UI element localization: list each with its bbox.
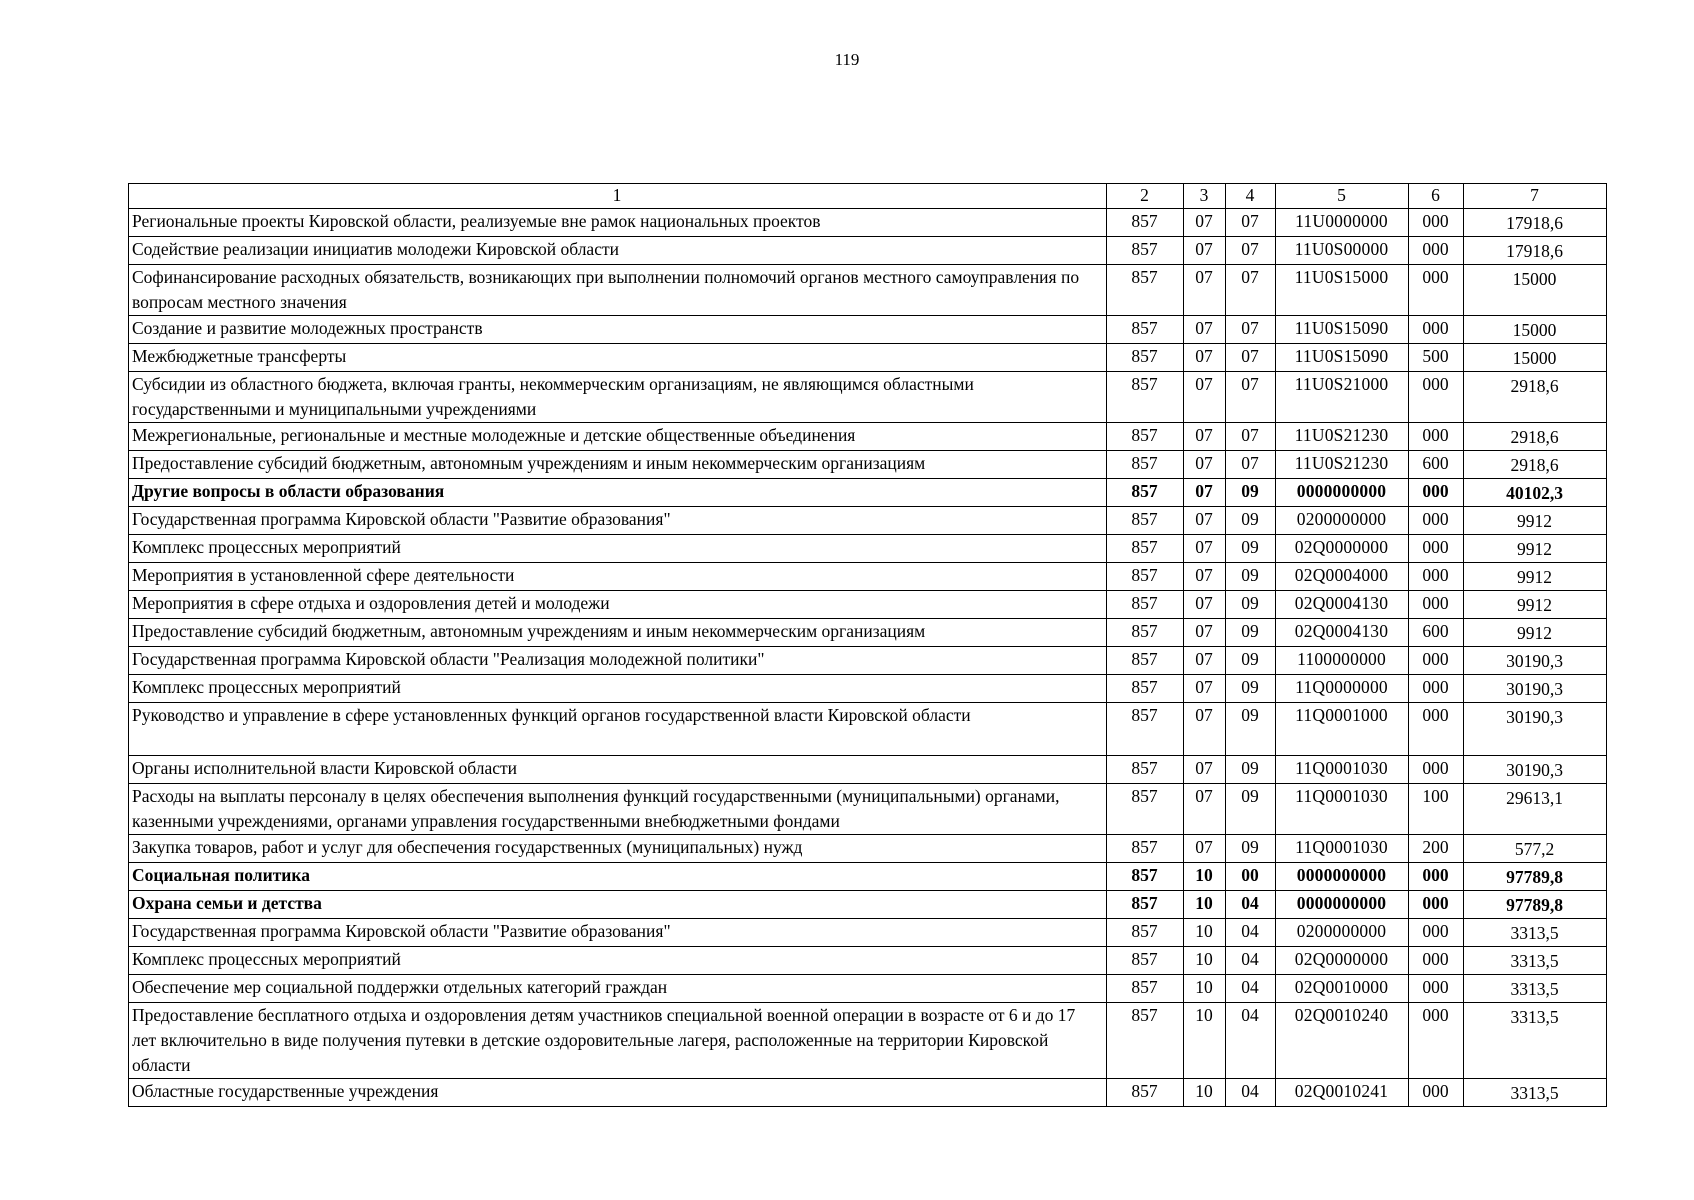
row-code-target: 11Q0001030 [1276,835,1409,863]
row-description: Содействие реализации инициатив молодежи Кировской области [129,237,1107,265]
table-row [129,451,1607,479]
row-code-section: 07 [1184,619,1226,647]
row-code-target: 11U0S15000 [1276,265,1409,316]
row-code-expense-type: 000 [1409,756,1464,784]
row-amount: 9912 [1464,507,1607,535]
row-code-admin: 857 [1107,784,1184,835]
row-code-target: 11Q0001030 [1276,756,1409,784]
row-code-subsection: 09 [1226,835,1276,863]
row-code-target: 11Q0001030 [1276,784,1409,835]
row-code-target: 0000000000 [1276,479,1409,507]
row-code-admin: 857 [1107,316,1184,344]
row-amount: 9912 [1464,563,1607,591]
row-code-admin: 857 [1107,344,1184,372]
row-amount: 30190,3 [1464,756,1607,784]
row-code-subsection: 07 [1226,265,1276,316]
row-code-subsection: 09 [1226,784,1276,835]
row-code-section: 07 [1184,591,1226,619]
row-code-section: 07 [1184,563,1226,591]
row-code-admin: 857 [1107,1079,1184,1107]
row-code-section: 07 [1184,703,1226,756]
row-code-section: 07 [1184,835,1226,863]
row-code-section: 10 [1184,1003,1226,1079]
row-code-expense-type: 000 [1409,647,1464,675]
row-amount: 3313,5 [1464,947,1607,975]
row-amount: 2918,6 [1464,423,1607,451]
row-code-expense-type: 000 [1409,535,1464,563]
table-row [129,1003,1607,1079]
table-row [129,1079,1607,1107]
row-description: Субсидии из областного бюджета, включая гранты, некоммерческим организациям, не являющимся областными государственными и муниципальными учреждениями [129,372,1107,423]
row-code-section: 07 [1184,265,1226,316]
table-row [129,209,1607,237]
row-code-target: 02Q0004000 [1276,563,1409,591]
header-cell-4: 4 [1226,184,1276,209]
table-header-row [129,184,1607,209]
row-code-section: 07 [1184,451,1226,479]
row-code-admin: 857 [1107,756,1184,784]
row-code-target: 11U0S15090 [1276,344,1409,372]
header-cell-5: 5 [1276,184,1409,209]
row-code-admin: 857 [1107,891,1184,919]
row-code-expense-type: 000 [1409,591,1464,619]
row-code-admin: 857 [1107,209,1184,237]
row-code-subsection: 09 [1226,619,1276,647]
table-row [129,316,1607,344]
row-description: Областные государственные учреждения [129,1079,1107,1107]
row-description: Социальная политика [129,863,1107,891]
row-code-target: 02Q0000000 [1276,947,1409,975]
row-amount: 15000 [1464,265,1607,316]
row-code-expense-type: 000 [1409,975,1464,1003]
row-code-expense-type: 000 [1409,675,1464,703]
table-row [129,756,1607,784]
row-description: Предоставление бесплатного отдыха и оздоровления детям участников специальной военной операции в возрасте от 6 и до 17 лет включительно в виде получения путевки в детские оздоровительные лагеря, расположенные на территории Кировской области [129,1003,1107,1079]
table-row [129,863,1607,891]
row-description: Обеспечение мер социальной поддержки отдельных категорий граждан [129,975,1107,1003]
row-code-section: 07 [1184,675,1226,703]
row-code-admin: 857 [1107,919,1184,947]
row-code-target: 11U0S21230 [1276,451,1409,479]
row-description: Межбюджетные трансферты [129,344,1107,372]
row-code-section: 10 [1184,975,1226,1003]
row-code-admin: 857 [1107,675,1184,703]
row-code-section: 07 [1184,535,1226,563]
row-code-subsection: 04 [1226,919,1276,947]
row-amount: 17918,6 [1464,209,1607,237]
row-code-expense-type: 000 [1409,947,1464,975]
row-description: Другие вопросы в области образования [129,479,1107,507]
row-code-subsection: 09 [1226,647,1276,675]
row-code-expense-type: 000 [1409,891,1464,919]
row-description: Органы исполнительной власти Кировской области [129,756,1107,784]
row-description: Государственная программа Кировской области "Реализация молодежной политики" [129,647,1107,675]
row-code-admin: 857 [1107,647,1184,675]
row-description: Предоставление субсидий бюджетным, автономным учреждениям и иным некоммерческим организациям [129,451,1107,479]
row-amount: 15000 [1464,344,1607,372]
row-description: Комплекс процессных мероприятий [129,675,1107,703]
row-code-admin: 857 [1107,265,1184,316]
row-code-subsection: 07 [1226,372,1276,423]
row-code-expense-type: 000 [1409,1003,1464,1079]
row-code-subsection: 09 [1226,479,1276,507]
row-description: Комплекс процессных мероприятий [129,535,1107,563]
table-row [129,784,1607,835]
row-code-subsection: 09 [1226,507,1276,535]
row-description: Расходы на выплаты персоналу в целях обеспечения выполнения функций государственными (муниципальными) органами, казенными учреждениями, органами управления государственными внебюджетными фондами [129,784,1107,835]
row-amount: 97789,8 [1464,891,1607,919]
row-code-admin: 857 [1107,423,1184,451]
row-code-expense-type: 000 [1409,423,1464,451]
row-code-expense-type: 000 [1409,863,1464,891]
row-code-subsection: 09 [1226,703,1276,756]
row-code-target: 0200000000 [1276,507,1409,535]
row-description: Государственная программа Кировской области "Развитие образования" [129,507,1107,535]
row-code-section: 10 [1184,947,1226,975]
table-row [129,591,1607,619]
table-row [129,891,1607,919]
row-code-target: 02Q0010000 [1276,975,1409,1003]
row-code-expense-type: 000 [1409,919,1464,947]
row-code-admin: 857 [1107,835,1184,863]
table-row [129,919,1607,947]
row-code-admin: 857 [1107,563,1184,591]
page-number: 119 [834,50,860,69]
row-code-subsection: 00 [1226,863,1276,891]
row-code-subsection: 07 [1226,423,1276,451]
budget-table [128,183,1607,1107]
row-code-target: 0000000000 [1276,863,1409,891]
row-code-admin: 857 [1107,591,1184,619]
row-code-subsection: 04 [1226,947,1276,975]
row-code-section: 07 [1184,479,1226,507]
row-code-admin: 857 [1107,947,1184,975]
row-code-subsection: 09 [1226,756,1276,784]
row-code-subsection: 04 [1226,975,1276,1003]
row-description: Государственная программа Кировской области "Развитие образования" [129,919,1107,947]
row-description: Закупка товаров, работ и услуг для обеспечения государственных (муниципальных) нужд [129,835,1107,863]
row-code-target: 02Q0010241 [1276,1079,1409,1107]
table-row [129,975,1607,1003]
row-code-target: 1100000000 [1276,647,1409,675]
row-description: Региональные проекты Кировской области, реализуемые вне рамок национальных проектов [129,209,1107,237]
row-amount: 9912 [1464,619,1607,647]
table-row [129,423,1607,451]
row-code-expense-type: 000 [1409,479,1464,507]
row-code-section: 07 [1184,209,1226,237]
header-cell-3: 3 [1184,184,1226,209]
row-code-subsection: 07 [1226,316,1276,344]
row-code-subsection: 09 [1226,591,1276,619]
row-code-admin: 857 [1107,451,1184,479]
row-code-subsection: 07 [1226,344,1276,372]
row-amount: 97789,8 [1464,863,1607,891]
row-code-admin: 857 [1107,237,1184,265]
row-code-target: 0200000000 [1276,919,1409,947]
row-amount: 30190,3 [1464,675,1607,703]
row-code-section: 07 [1184,647,1226,675]
row-code-expense-type: 000 [1409,316,1464,344]
row-code-target: 0000000000 [1276,891,1409,919]
row-amount: 30190,3 [1464,647,1607,675]
table-row [129,507,1607,535]
header-cell-7: 7 [1464,184,1607,209]
row-code-target: 11Q0001000 [1276,703,1409,756]
row-code-target: 02Q0000000 [1276,535,1409,563]
table-row [129,619,1607,647]
row-description: Предоставление субсидий бюджетным, автономным учреждениям и иным некоммерческим организациям [129,619,1107,647]
row-code-section: 10 [1184,891,1226,919]
row-code-expense-type: 000 [1409,703,1464,756]
row-amount: 2918,6 [1464,372,1607,423]
row-code-subsection: 04 [1226,1003,1276,1079]
row-code-subsection: 09 [1226,675,1276,703]
row-code-subsection: 09 [1226,563,1276,591]
row-code-section: 10 [1184,1079,1226,1107]
row-code-subsection: 09 [1226,535,1276,563]
row-code-target: 11U0S15090 [1276,316,1409,344]
row-code-expense-type: 000 [1409,507,1464,535]
row-code-admin: 857 [1107,479,1184,507]
row-code-expense-type: 600 [1409,619,1464,647]
table-row [129,372,1607,423]
row-code-expense-type: 000 [1409,209,1464,237]
row-amount: 9912 [1464,591,1607,619]
table-row [129,535,1607,563]
row-code-section: 07 [1184,316,1226,344]
row-code-admin: 857 [1107,975,1184,1003]
row-code-section: 07 [1184,344,1226,372]
row-description: Руководство и управление в сфере установленных функций органов государственной власти Кировской области [129,703,1107,756]
row-code-target: 02Q0004130 [1276,619,1409,647]
row-code-section: 07 [1184,756,1226,784]
row-code-admin: 857 [1107,507,1184,535]
header-cell-6: 6 [1409,184,1464,209]
row-code-admin: 857 [1107,535,1184,563]
table-row [129,703,1607,756]
row-code-subsection: 07 [1226,209,1276,237]
row-code-section: 07 [1184,372,1226,423]
row-code-target: 11U0S00000 [1276,237,1409,265]
row-code-target: 11U0S21230 [1276,423,1409,451]
header-cell-2: 2 [1107,184,1184,209]
row-code-target: 11Q0000000 [1276,675,1409,703]
row-code-expense-type: 200 [1409,835,1464,863]
row-code-target: 02Q0004130 [1276,591,1409,619]
row-amount: 30190,3 [1464,703,1607,756]
row-code-expense-type: 000 [1409,237,1464,265]
row-code-expense-type: 000 [1409,265,1464,316]
row-amount: 3313,5 [1464,1003,1607,1079]
row-code-subsection: 07 [1226,237,1276,265]
row-code-section: 07 [1184,784,1226,835]
table-row [129,675,1607,703]
row-description: Создание и развитие молодежных пространств [129,316,1107,344]
row-code-target: 11U0S21000 [1276,372,1409,423]
row-code-admin: 857 [1107,703,1184,756]
table-row [129,947,1607,975]
row-code-expense-type: 500 [1409,344,1464,372]
row-description: Комплекс процессных мероприятий [129,947,1107,975]
row-code-admin: 857 [1107,619,1184,647]
row-amount: 29613,1 [1464,784,1607,835]
row-code-expense-type: 000 [1409,372,1464,423]
row-code-admin: 857 [1107,863,1184,891]
table-row [129,479,1607,507]
row-code-subsection: 04 [1226,1079,1276,1107]
row-code-target: 02Q0010240 [1276,1003,1409,1079]
row-description: Мероприятия в сфере отдыха и оздоровления детей и молодежи [129,591,1107,619]
table-row [129,344,1607,372]
row-code-section: 10 [1184,863,1226,891]
row-amount: 577,2 [1464,835,1607,863]
table-row [129,237,1607,265]
row-amount: 15000 [1464,316,1607,344]
row-description: Межрегиональные, региональные и местные молодежные и детские общественные объединения [129,423,1107,451]
row-amount: 9912 [1464,535,1607,563]
row-code-expense-type: 000 [1409,1079,1464,1107]
row-description: Софинансирование расходных обязательств, возникающих при выполнении полномочий органов местного самоуправления по вопросам местного значения [129,265,1107,316]
row-code-target: 11U0000000 [1276,209,1409,237]
row-amount: 3313,5 [1464,1079,1607,1107]
row-description: Охрана семьи и детства [129,891,1107,919]
row-code-expense-type: 100 [1409,784,1464,835]
row-code-section: 07 [1184,507,1226,535]
row-code-expense-type: 600 [1409,451,1464,479]
row-code-subsection: 07 [1226,451,1276,479]
row-amount: 40102,3 [1464,479,1607,507]
table-row [129,265,1607,316]
row-description: Мероприятия в установленной сфере деятельности [129,563,1107,591]
row-amount: 17918,6 [1464,237,1607,265]
row-amount: 3313,5 [1464,975,1607,1003]
row-code-admin: 857 [1107,1003,1184,1079]
table-row [129,835,1607,863]
row-amount: 2918,6 [1464,451,1607,479]
table-row [129,563,1607,591]
row-code-section: 07 [1184,237,1226,265]
row-code-subsection: 04 [1226,891,1276,919]
row-code-expense-type: 000 [1409,563,1464,591]
row-code-section: 07 [1184,423,1226,451]
row-amount: 3313,5 [1464,919,1607,947]
row-code-admin: 857 [1107,372,1184,423]
table-row [129,647,1607,675]
header-cell-1: 1 [129,184,1107,209]
row-code-section: 10 [1184,919,1226,947]
